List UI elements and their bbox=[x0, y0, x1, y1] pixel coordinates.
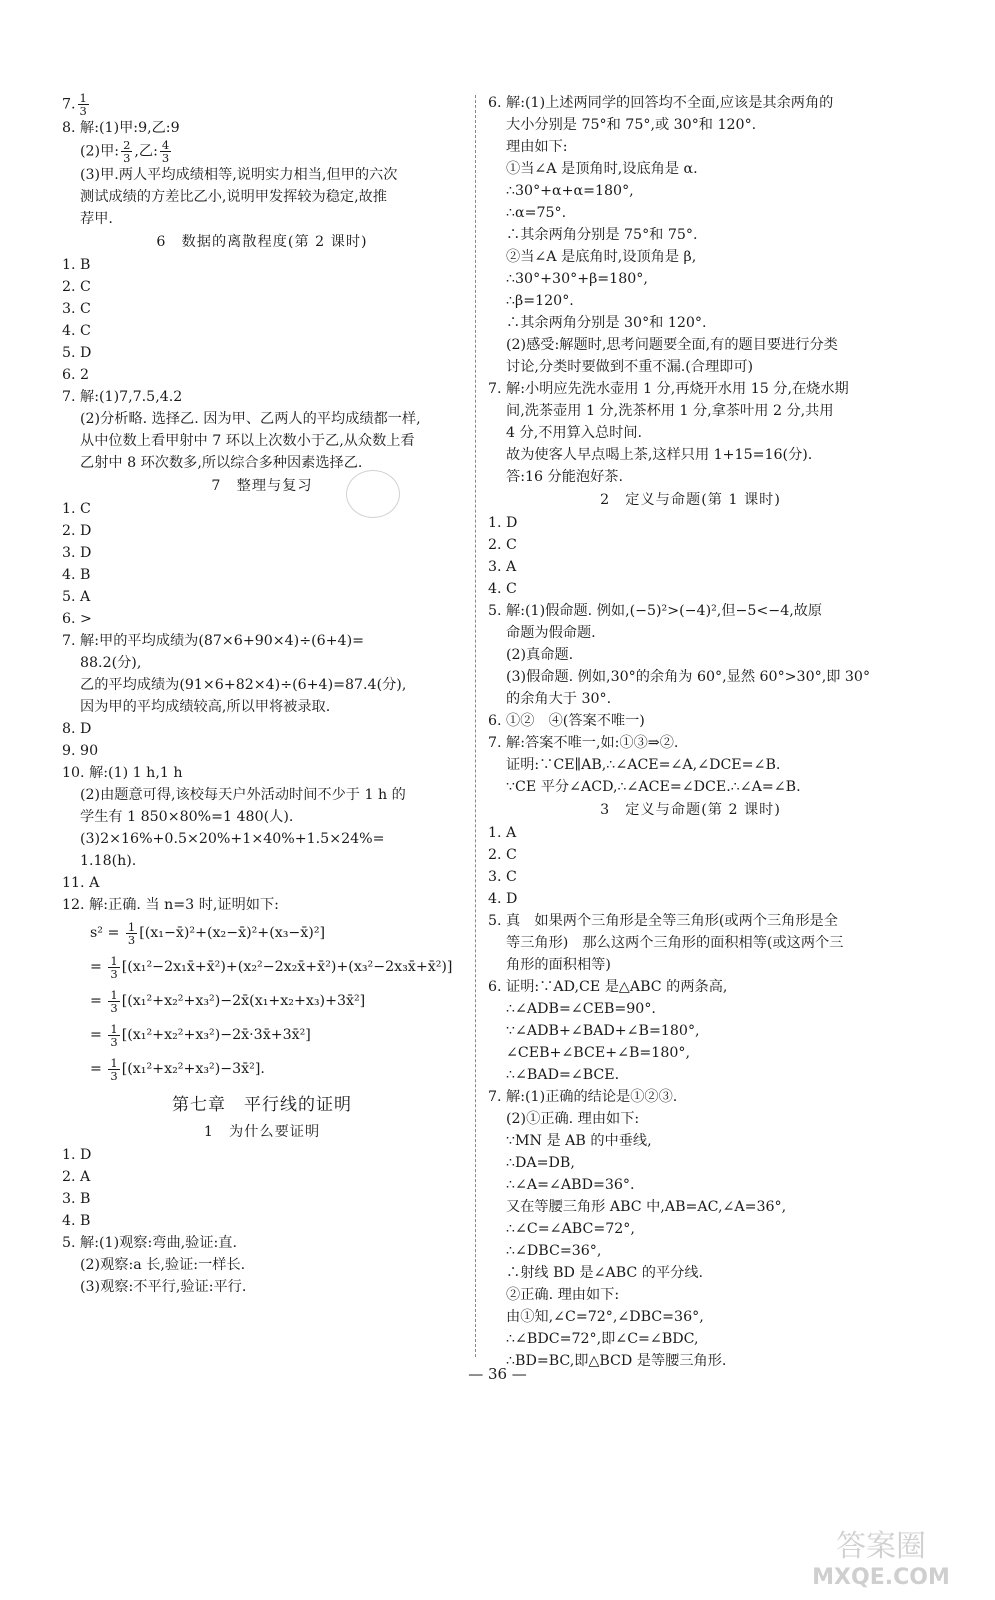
answer-prefix: 7. bbox=[62, 96, 76, 113]
left-column bbox=[62, 92, 462, 1298]
text-line: 2. D bbox=[62, 523, 92, 539]
text-line: 1. A bbox=[488, 825, 517, 841]
text-line: 3. B bbox=[62, 1191, 91, 1207]
text-line: 7. 解:小明应先洗水壶用 1 分,再烧开水用 15 分,在烧水期 bbox=[488, 381, 849, 397]
text-line: 4. C bbox=[62, 323, 91, 339]
equation-line bbox=[62, 984, 462, 1018]
text-line: 命题为假命题. bbox=[506, 625, 596, 641]
text-line: 5. D bbox=[62, 345, 92, 361]
text-line: 3. A bbox=[488, 559, 517, 575]
text-line: 证明:∵CE∥AB,∴∠ACE=∠A,∠DCE=∠B. bbox=[506, 757, 781, 773]
fraction bbox=[108, 955, 119, 980]
equation-body: [(x₁²+x₂²+x₃²)−2x̄·3x̄+3x̄²] bbox=[121, 1027, 311, 1043]
equation-line bbox=[62, 1052, 462, 1086]
fraction bbox=[126, 921, 137, 946]
fraction-numerator: 1 bbox=[110, 1021, 118, 1036]
text-line: 8. 解:(1)甲:9,乙:9 bbox=[62, 120, 180, 136]
text-line: 从中位数上看甲射中 7 环以上次数小于乙,从众数上看 bbox=[80, 433, 415, 449]
text-line: 1. B bbox=[62, 257, 91, 273]
fraction bbox=[108, 1057, 119, 1082]
text-line: 6. > bbox=[62, 611, 92, 627]
text-line: 测试成绩的方差比乙小,说明甲发挥较为稳定,故推 bbox=[80, 189, 387, 205]
fraction-numerator: 4 bbox=[161, 138, 170, 152]
text-line: 10. 解:(1) 1 h,1 h bbox=[62, 765, 183, 781]
text-line: 等三角形) 那么这两个三角形的面积相等(或这两个三 bbox=[506, 935, 844, 951]
equation-line bbox=[62, 950, 462, 984]
text-line: 5. 解:(1)观察:弯曲,验证:直. bbox=[62, 1235, 238, 1251]
equation-body: [(x₁²+x₂²+x₃²)−3x̄²]. bbox=[121, 1061, 265, 1077]
text-line: (3)甲.两人平均成绩相等,说明实力相当,但甲的六次 bbox=[80, 167, 398, 183]
fraction bbox=[108, 1023, 119, 1048]
page-number: — 36 — bbox=[468, 1365, 527, 1383]
text-line: 1. D bbox=[62, 1147, 92, 1163]
text-line: ②正确. 理由如下: bbox=[506, 1287, 620, 1303]
text-line: 5. 解:(1)假命题. 例如,(−5)²>(−4)²,但−5<−4,故原 bbox=[488, 603, 823, 619]
text-line: ∴30°+30°+β=180°, bbox=[506, 271, 648, 287]
section-heading: 2 定义与命题(第 1 课时) bbox=[600, 492, 781, 508]
text-line: 6. ①② ④(答案不唯一) bbox=[488, 713, 645, 729]
fraction-numerator: 1 bbox=[110, 1055, 118, 1070]
fraction bbox=[108, 989, 119, 1014]
text-line: (2)分析略. 选择乙. 因为甲、乙两人的平均成绩都一样, bbox=[80, 411, 421, 427]
text-line: 5. 真 如果两个三角形是全等三角形(或两个三角形是全 bbox=[488, 913, 838, 929]
equation-prefix: s² = bbox=[90, 925, 124, 941]
fraction-denominator: 3 bbox=[110, 1000, 118, 1015]
site-watermark-logo bbox=[781, 1522, 981, 1592]
text-line: ∴∠A=∠ABD=36°. bbox=[506, 1177, 635, 1193]
fraction-numerator: 1 bbox=[127, 919, 136, 934]
text-line: 9. 90 bbox=[62, 743, 99, 759]
text-line: ∵∠ADB+∠BAD+∠B=180°, bbox=[506, 1023, 700, 1039]
fraction-denominator: 3 bbox=[110, 1068, 118, 1083]
fraction bbox=[160, 139, 171, 164]
text-line: 2. C bbox=[62, 279, 91, 295]
watermark-text: 答案圈 bbox=[836, 1529, 926, 1564]
fraction-denominator: 3 bbox=[110, 966, 118, 981]
text-line: 5. A bbox=[62, 589, 91, 605]
text-line: 6. 解:(1)上述两同学的回答均不全面,应该是其余两角的 bbox=[488, 95, 834, 111]
text-line: 6. 2 bbox=[62, 367, 90, 383]
fraction-denominator: 3 bbox=[79, 104, 87, 118]
text-line: 3. C bbox=[62, 301, 91, 317]
text-line: (3)2×16%+0.5×20%+1×40%+1.5×24%= bbox=[80, 831, 385, 847]
text-line: (2)由题意可得,该校每天户外活动时间不少于 1 h 的 bbox=[80, 787, 406, 803]
text-line: 答:16 分能泡好茶. bbox=[506, 469, 623, 485]
text-line: ∴DA=DB, bbox=[506, 1155, 575, 1171]
fraction-numerator: 2 bbox=[123, 138, 131, 152]
text-line: 讨论,分类时要做到不重不漏.(合理即可) bbox=[506, 359, 754, 375]
text-line: ②当∠A 是底角时,设顶角是 β, bbox=[506, 249, 697, 265]
text-line: 学生有 1 850×80%=1 480(人). bbox=[80, 809, 294, 825]
fraction-denominator: 3 bbox=[110, 1034, 118, 1049]
section-heading: 1 为什么要证明 bbox=[203, 1124, 321, 1140]
text-line: 角形的面积相等) bbox=[506, 957, 611, 973]
text-line: 7. 解:甲的平均成绩为(87×6+90×4)÷(6+4)= bbox=[62, 633, 365, 649]
answer-prefix: (2)甲: bbox=[80, 143, 120, 160]
section-heading: 7 整理与复习 bbox=[211, 478, 313, 494]
fraction-numerator: 1 bbox=[79, 91, 87, 105]
text-line: ∴∠C=∠ABC=72°, bbox=[506, 1221, 635, 1237]
text-line: 荐甲. bbox=[80, 211, 113, 227]
fraction-numerator: 1 bbox=[110, 987, 118, 1002]
text-line: ∴其余两角分别是 30°和 120°. bbox=[506, 315, 707, 331]
section-heading: 6 数据的离散程度(第 2 课时) bbox=[156, 234, 368, 250]
text-line: 2. C bbox=[488, 847, 517, 863]
text-line: 2. C bbox=[488, 537, 517, 553]
text-line: ∴射线 BD 是∠ABC 的平分线. bbox=[506, 1265, 704, 1281]
text-line: 4. B bbox=[62, 567, 91, 583]
text-line: (2)感受:解题时,思考问题要全面,有的题目要进行分类 bbox=[506, 337, 838, 353]
equation-prefix: = bbox=[90, 993, 107, 1009]
fraction bbox=[78, 92, 89, 117]
watermark-domain: MXQE.COM bbox=[812, 1565, 950, 1590]
text-line: 2. A bbox=[62, 1169, 91, 1185]
equation-line bbox=[62, 916, 462, 950]
text-line: 6. 证明:∵AD,CE 是△ABC 的两条高, bbox=[488, 979, 728, 995]
fraction-denominator: 3 bbox=[161, 151, 170, 165]
column-divider bbox=[475, 95, 476, 1357]
text-line: ∴∠BDC=72°,即∠C=∠BDC, bbox=[506, 1331, 699, 1347]
right-column bbox=[488, 92, 893, 1372]
text-line: 间,洗茶壶用 1 分,洗茶杯用 1 分,拿茶叶用 2 分,共用 bbox=[506, 403, 834, 419]
text-line: 1. C bbox=[62, 501, 91, 517]
text-line: ∴∠DBC=36°, bbox=[506, 1243, 602, 1259]
text-line: 大小分别是 75°和 75°,或 30°和 120°. bbox=[506, 117, 757, 133]
text-line: 11. A bbox=[62, 875, 100, 891]
text-line: ∵CE 平分∠ACD,∴∠ACE=∠DCE.∴∠A=∠B. bbox=[506, 779, 801, 795]
equation-prefix: = bbox=[90, 959, 107, 975]
text-line: 由①知,∠C=72°,∠DBC=36°, bbox=[506, 1309, 704, 1325]
text-line: ①当∠A 是顶角时,设底角是 α. bbox=[506, 161, 698, 177]
equation-body: [(x₁²−2x₁x̄+x̄²)+(x₂²−2x₂x̄+x̄²)+(x₃²−2x₃x̄+x̄²)] bbox=[121, 959, 453, 975]
text-line: 理由如下: bbox=[506, 139, 568, 155]
equation-prefix: = bbox=[90, 1027, 107, 1043]
text-line: (3)观察:不平行,验证:平行. bbox=[80, 1279, 247, 1295]
text-line: ∴β=120°. bbox=[506, 293, 574, 309]
fraction-numerator: 1 bbox=[110, 953, 118, 968]
text-line: ∴其余两角分别是 75°和 75°. bbox=[506, 227, 698, 243]
text-line: 8. D bbox=[62, 721, 92, 737]
text-line: 的余角大于 30°. bbox=[506, 691, 612, 707]
text-line: 故为使客人早点喝上茶,这样只用 1+15=16(分). bbox=[506, 447, 813, 463]
answer-line bbox=[62, 139, 462, 164]
text-line: (2)观察:a 长,验证:一样长. bbox=[80, 1257, 246, 1273]
text-line: 7. 解:(1)7,7.5,4.2 bbox=[62, 389, 183, 405]
stamp-watermark bbox=[346, 470, 400, 518]
text-line: 乙的平均成绩为(91×6+82×4)÷(6+4)=87.4(分), bbox=[80, 677, 407, 693]
text-line: (2)①正确. 理由如下: bbox=[506, 1111, 640, 1127]
text-line: 4. B bbox=[62, 1213, 91, 1229]
text-line: 7. 解:(1)正确的结论是①②③. bbox=[488, 1089, 678, 1105]
text-line: ∵MN 是 AB 的中垂线, bbox=[506, 1133, 652, 1149]
text-line: 4. C bbox=[488, 581, 517, 597]
text-line: 1.18(h). bbox=[80, 853, 137, 869]
text-line: ∠CEB+∠BCE+∠B=180°, bbox=[506, 1045, 690, 1061]
text-line: ∴α=75°. bbox=[506, 205, 567, 221]
fraction-denominator: 3 bbox=[127, 932, 136, 947]
equation-body: [(x₁²+x₂²+x₃²)−2x̄(x₁+x₂+x₃)+3x̄²] bbox=[121, 993, 366, 1009]
text-line: 3. C bbox=[488, 869, 517, 885]
text-line: 88.2(分), bbox=[80, 655, 142, 671]
equation-prefix: = bbox=[90, 1061, 107, 1077]
text-line: 3. D bbox=[62, 545, 92, 561]
text-line: ∴∠ADB=∠CEB=90°. bbox=[506, 1001, 656, 1017]
answer-line bbox=[62, 92, 462, 117]
equation-line bbox=[62, 1018, 462, 1052]
text-line: (2)真命题. bbox=[506, 647, 574, 663]
chapter-heading: 第七章 平行线的证明 bbox=[172, 1095, 352, 1115]
text-line: 4. D bbox=[488, 891, 518, 907]
answer-middle: ,乙: bbox=[134, 143, 158, 160]
text-line: ∴30°+α+α=180°, bbox=[506, 183, 634, 199]
text-line: 12. 解:正确. 当 n=3 时,证明如下: bbox=[62, 897, 279, 913]
fraction-denominator: 3 bbox=[123, 151, 131, 165]
text-line: 1. D bbox=[488, 515, 518, 531]
text-line: 4 分,不用算入总时间. bbox=[506, 425, 643, 441]
text-line: 又在等腰三角形 ABC 中,AB=AC,∠A=36°, bbox=[506, 1199, 787, 1215]
text-line: 7. 解:答案不唯一,如:①③⇒②. bbox=[488, 735, 679, 751]
text-line: 因为甲的平均成绩较高,所以甲将被录取. bbox=[80, 699, 331, 715]
section-heading: 3 定义与命题(第 2 课时) bbox=[600, 802, 781, 818]
text-line: ∴∠BAD=∠BCE. bbox=[506, 1067, 620, 1083]
text-line: 乙射中 8 环次数多,所以综合多种因素选择乙. bbox=[80, 455, 363, 471]
text-line: (3)假命题. 例如,30°的余角为 60°,显然 60°>30°,即 30° bbox=[506, 669, 871, 685]
equation-body: [(x₁−x̄)²+(x₂−x̄)²+(x₃−x̄)²] bbox=[139, 925, 326, 941]
fraction bbox=[121, 139, 132, 164]
text-line: ∴BD=BC,即△BCD 是等腰三角形. bbox=[506, 1353, 727, 1369]
